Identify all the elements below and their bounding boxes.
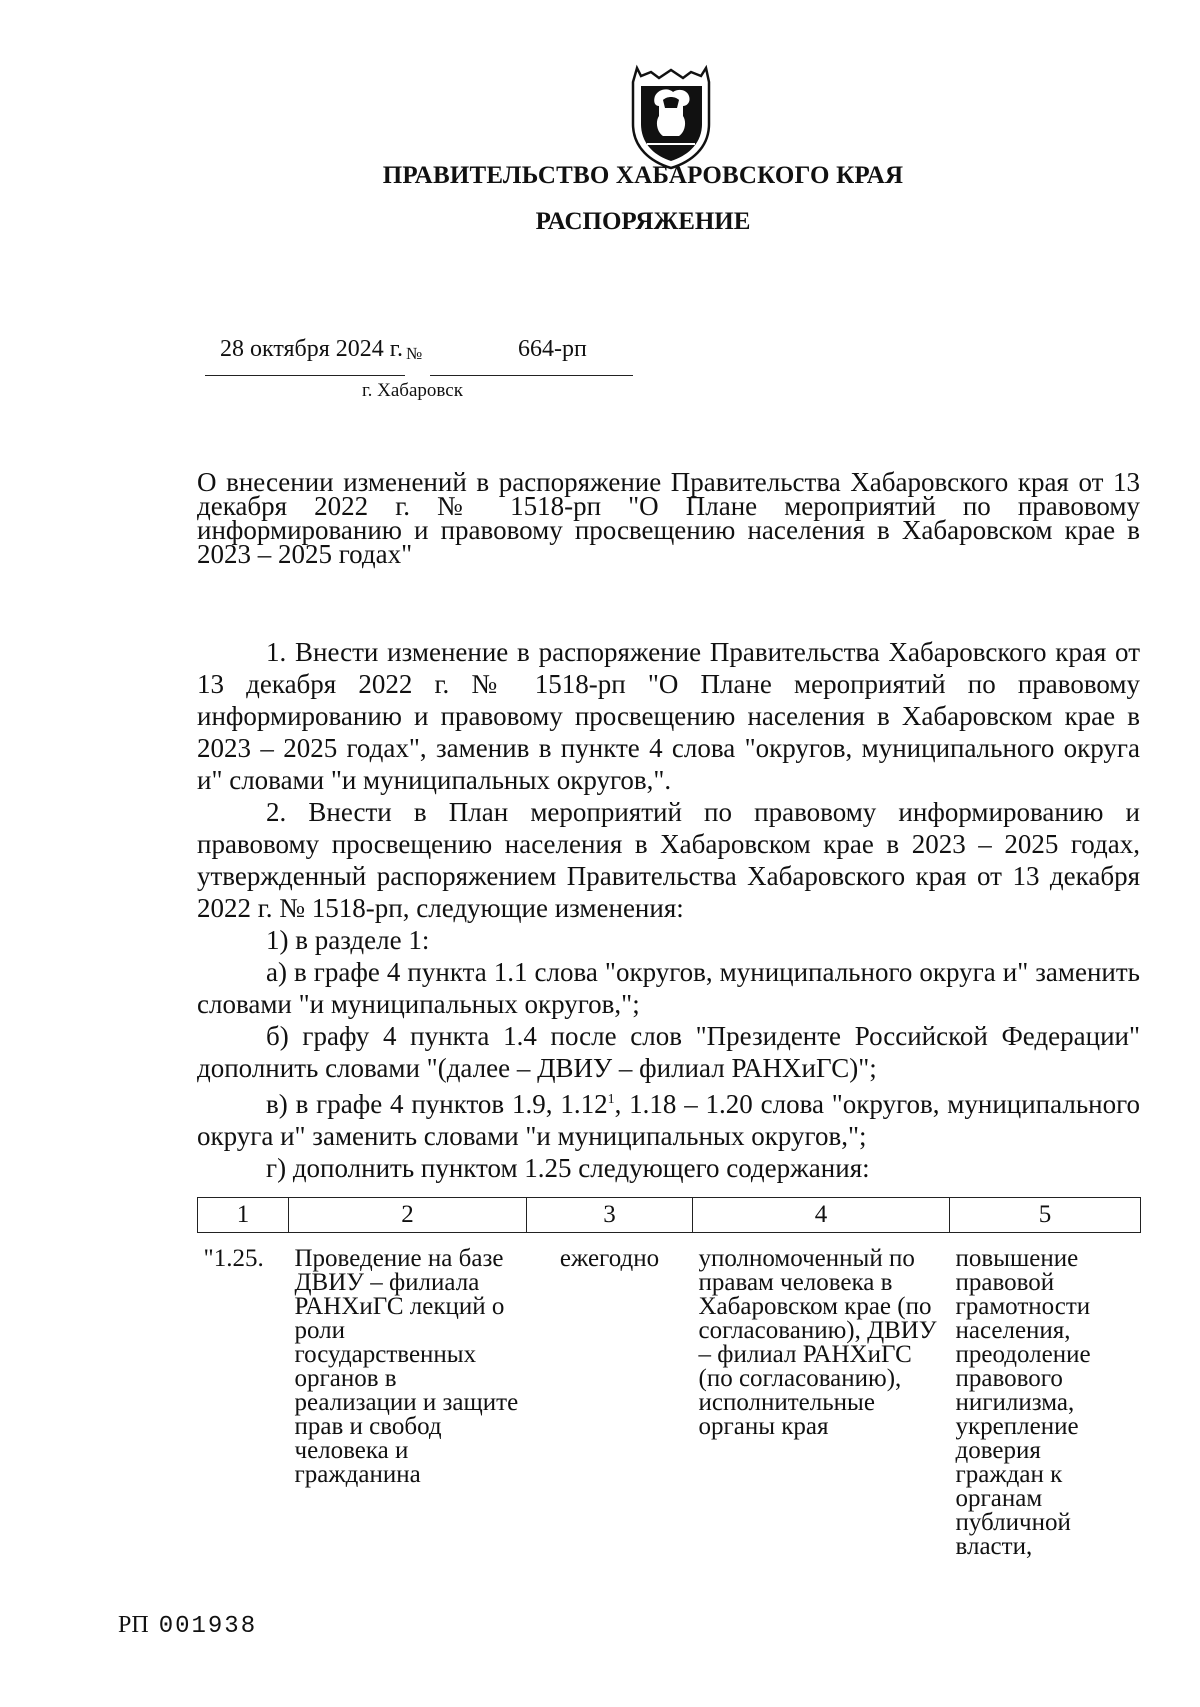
column-header: 4 xyxy=(693,1198,950,1233)
table-row xyxy=(198,1233,1141,1560)
paragraph-3: 1) в разделе 1: xyxy=(266,925,430,955)
document-date: 28 октября 2024 г. xyxy=(220,336,403,362)
table-header-row xyxy=(198,1198,1141,1233)
cell-activity: Проведение на базе ДВИУ – филиала РАНХиГС лекций о роли государственных органов в реализации и защите прав и свобод человека и гражданина xyxy=(294,1245,519,1488)
form-code xyxy=(118,1612,257,1640)
paragraph-7: г) дополнить пунктом 1.25 следующего содержания: xyxy=(266,1153,870,1183)
superscript: 1 xyxy=(607,1092,615,1107)
organization-title: ПРАВИТЕЛЬСТВО ХАБАРОВСКОГО КРАЯ xyxy=(382,162,904,189)
form-prefix: РП xyxy=(118,1612,149,1638)
form-serial: 001938 xyxy=(158,1613,258,1640)
plan-table xyxy=(197,1197,1141,1559)
paragraph-4: а) в графе 4 пункта 1.1 слова "округов, муниципального округа и" заменить словами "и муниципальных округов,"; xyxy=(197,957,1140,1019)
column-header: 5 xyxy=(950,1198,1141,1233)
document-type: РАСПОРЯЖЕНИЕ xyxy=(535,208,751,235)
cell-period: ежегодно xyxy=(559,1245,660,1272)
document-body xyxy=(197,636,1140,1184)
number-underline xyxy=(430,375,633,376)
paragraph-2: 2. Внести в План мероприятий по правовому информированию и правовому просвещению населения в Хабаровском крае в 2023 – 2025 годах, утвержденный распоряжением Правительства Хабаровского края от 13 декабря 2022 г. № 1518-рп, следующие изменения: xyxy=(197,797,1140,923)
paragraph-5: б) графу 4 пункта 1.4 после слов "Президенте Российской Федерации" дополнить словами "(далее – ДВИУ – филиал РАНХиГС)"; xyxy=(197,1021,1140,1083)
paragraph-6-part-a: в) в графе 4 пунктов 1.9, 1.12 xyxy=(266,1089,608,1119)
document-subject: О внесении изменений в распоряжение Правительства Хабаровского края от 13 декабря 2022 г. № 1518-рп "О Плане мероприятий по правовому информированию и правовому просвещению населения в Хабаровском крае в 2023 – 2025 годах" xyxy=(197,467,1140,569)
paragraph-6 xyxy=(197,1084,1140,1152)
paragraph-6-part-b: , 1.18 – 1.20 слова "округов, муниципального округа и" заменить словами "и муниципальных округов,"; xyxy=(197,1089,1140,1151)
column-header: 1 xyxy=(198,1198,289,1233)
date-underline xyxy=(205,375,405,376)
city: г. Хабаровск xyxy=(362,380,463,401)
document-number: 664-рп xyxy=(518,336,587,362)
cell-responsible: уполномоченный по правам человека в Хабаровском крае (по согласованию), ДВИУ – филиал РАНХиГС (по согласованию), исполнительные органы края xyxy=(698,1245,937,1440)
cell-result: повышение правовой грамотности населения, преодоление правового нигилизма, укрепление доверия граждан к органам публичной власти, xyxy=(955,1245,1091,1560)
paragraph-1: 1. Внести изменение в распоряжение Правительства Хабаровского края от 13 декабря 2022 г. № 1518-рп "О Плане мероприятий по правовому информированию и правовому просвещению населения в Хабаровском крае в 2023 – 2025 годах", заменив в пункте 4 слова "округов, муниципального округа и" словами "и муниципальных округов,". xyxy=(197,637,1140,795)
column-header: 3 xyxy=(527,1198,693,1233)
number-sign: № xyxy=(406,344,423,363)
column-header: 2 xyxy=(289,1198,527,1233)
coat-of-arms-icon xyxy=(629,62,714,170)
cell-number: "1.25. xyxy=(203,1245,264,1272)
